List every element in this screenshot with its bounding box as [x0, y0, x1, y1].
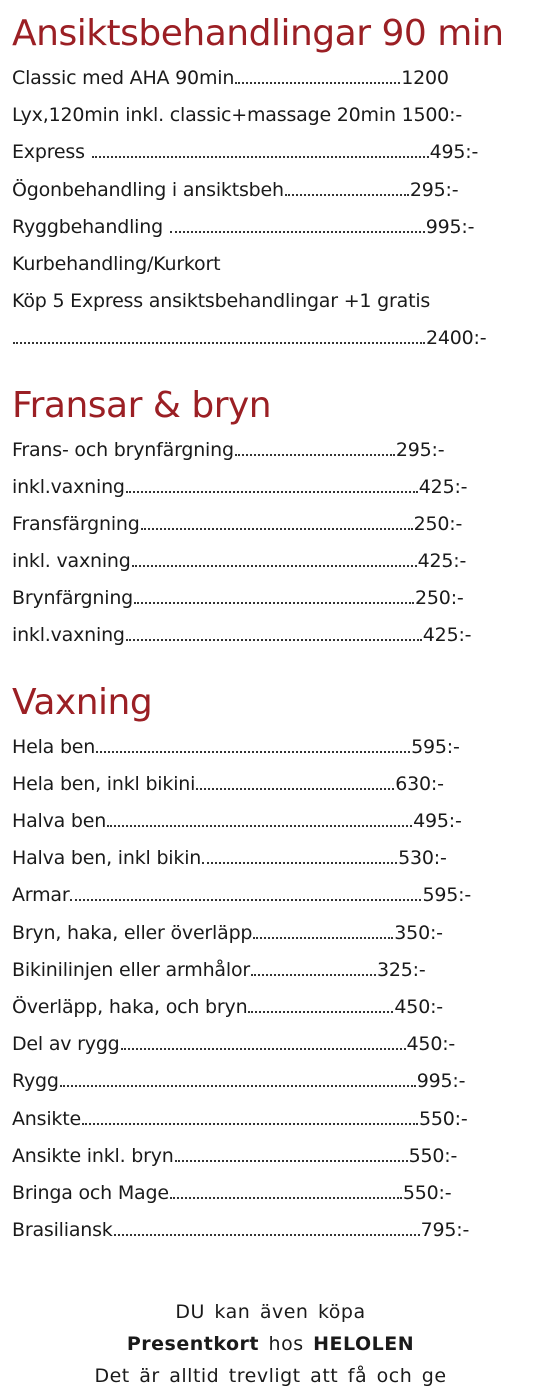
list-item: [12, 60, 532, 97]
leader-dots: [251, 973, 376, 976]
leader-dots: [114, 1233, 420, 1236]
item-price: 595:-: [422, 884, 471, 907]
footer-line-2-mid: hos: [259, 1333, 314, 1355]
list-item: [12, 1212, 532, 1249]
gift-card-footer: [0, 1296, 541, 1392]
list-item: [12, 766, 532, 803]
item-name: Brasiliansk: [12, 1219, 113, 1242]
brand-name: HELOLEN: [313, 1333, 415, 1355]
item-name: Halva ben: [12, 810, 107, 832]
item-price: 550:-: [408, 1144, 458, 1167]
item-name: Frans- och brynfärgning: [12, 438, 234, 461]
leader-dots: [13, 341, 425, 344]
item-price: 495:-: [429, 141, 479, 164]
item-price: 630:-: [395, 772, 444, 795]
leader-dots: [126, 638, 422, 641]
item-name: Ögonbehandling i ansiktsbeh: [12, 178, 284, 201]
leader-dots: [60, 1084, 416, 1087]
list-item: [12, 1175, 532, 1212]
list-item: [12, 803, 532, 840]
item-price: 1200: [401, 67, 449, 89]
list-item: [12, 209, 532, 246]
item-name: Ryggbehandling: [12, 215, 169, 238]
list-vaxning: [12, 729, 532, 1250]
item-name: inkl. vaxning: [12, 550, 131, 573]
item-name: Kurbehandling/Kurkort: [12, 252, 221, 275]
item-price: 250:-: [413, 512, 463, 535]
footer-line-1: DU kan även köpa: [175, 1301, 366, 1323]
item-price: 250:-: [415, 587, 464, 610]
leader-dots: [175, 1159, 408, 1162]
leader-dots: [235, 81, 400, 84]
list-item: [12, 877, 532, 914]
item-name: Bikinilinjen eller armhålor: [12, 958, 250, 981]
list-fransar-bryn: [12, 432, 532, 655]
leader-dots: [170, 1196, 402, 1199]
list-item: [12, 1138, 532, 1175]
item-name: Bryn, haka, eller överläpp: [12, 921, 253, 944]
price-list: [12, 0, 532, 1249]
footer-line-3: Det är alltid trevligt att få och ge: [94, 1365, 447, 1387]
item-name: inkl.vaxning: [12, 624, 125, 647]
list-item: [12, 952, 532, 989]
item-name: Del av rygg: [12, 1033, 120, 1056]
gift-card-label: Presentkort: [126, 1333, 259, 1355]
item-name: Lyx,120min inkl. classic+massage 20min 1500:-: [12, 104, 463, 127]
section-title-ansiktsbehandlingar: Ansiktsbehandlingar 90 min: [12, 13, 504, 54]
item-name: Bringa och Mage: [12, 1181, 169, 1204]
footer-line-2: [0, 1328, 541, 1360]
item-name: Armar: [12, 884, 70, 907]
item-price: 295:-: [409, 178, 459, 201]
leader-dots: [196, 787, 394, 790]
item-price: 550:-: [402, 1181, 452, 1204]
list-item: [12, 840, 532, 877]
item-name: Ansikte inkl. bryn: [12, 1144, 174, 1167]
leader-dots: [235, 453, 395, 456]
list-item: [12, 1101, 532, 1138]
leader-dots: [285, 193, 409, 196]
leader-dots: [70, 898, 421, 901]
list-item: [12, 134, 532, 171]
list-item: [12, 320, 532, 357]
list-item: [12, 543, 532, 580]
item-price: 350:-: [394, 921, 443, 944]
item-price: 425:-: [422, 624, 472, 647]
list-item: [12, 915, 532, 952]
leader-dots: [132, 564, 417, 567]
item-name: Överläpp, haka, och bryn: [12, 995, 248, 1018]
item-price: 325:-: [376, 958, 426, 981]
leader-dots: [141, 527, 413, 530]
list-item: [12, 283, 532, 320]
item-price: 995:-: [416, 1070, 466, 1093]
item-name: Express: [12, 141, 91, 164]
item-price: 550:-: [418, 1107, 468, 1130]
item-name: Köp 5 Express ansiktsbehandlingar +1 gratis: [12, 290, 431, 313]
item-price: 425:-: [418, 475, 468, 498]
item-price: 2400:-: [426, 327, 487, 350]
list-item: [12, 580, 532, 617]
leader-dots: [248, 1010, 393, 1013]
list-item: [12, 729, 532, 766]
leader-dots: [253, 936, 393, 939]
leader-dots: [126, 490, 418, 493]
item-price: 425:-: [417, 550, 467, 573]
list-item: [12, 469, 532, 506]
list-item: [12, 432, 532, 469]
leader-dots: [96, 750, 410, 753]
item-price: 595:-: [411, 735, 460, 758]
leader-dots: [202, 861, 397, 864]
list-item: [12, 1063, 532, 1100]
item-price: 795:-: [420, 1219, 470, 1242]
item-price: 995:-: [425, 215, 475, 238]
list-item: [12, 246, 532, 283]
item-name: Fransfärgning: [12, 512, 140, 535]
list-item: [12, 97, 532, 134]
item-name: Rygg: [12, 1070, 59, 1093]
leader-dots: [170, 230, 425, 233]
item-name: Halva ben, inkl bikin: [12, 847, 202, 870]
list-ansiktsbehandlingar: [12, 60, 532, 358]
leader-dots: [134, 601, 414, 604]
list-item: [12, 617, 532, 654]
list-item: [12, 506, 532, 543]
list-item: [12, 1026, 532, 1063]
leader-dots: [82, 1122, 418, 1125]
list-item: [12, 989, 532, 1026]
item-name: Classic med AHA 90min: [12, 67, 235, 89]
item-name: Brynfärgning: [12, 587, 134, 610]
item-price: 530:-: [398, 847, 447, 870]
list-item: [12, 172, 532, 209]
leader-dots: [92, 155, 429, 158]
item-name: Ansikte: [12, 1107, 81, 1130]
item-price: 450:-: [406, 1033, 456, 1056]
item-price: 495:-: [413, 810, 462, 832]
section-title-fransar-bryn: Fransar & bryn: [12, 384, 272, 426]
item-name: Hela ben, inkl bikini: [12, 772, 196, 795]
leader-dots: [121, 1047, 406, 1050]
item-price: 450:-: [394, 995, 443, 1018]
leader-dots: [107, 824, 412, 827]
item-name: inkl.vaxning: [12, 475, 125, 498]
item-price: 295:-: [395, 438, 445, 461]
item-name: Hela ben: [12, 735, 96, 758]
section-title-vaxning: Vaxning: [12, 681, 153, 723]
